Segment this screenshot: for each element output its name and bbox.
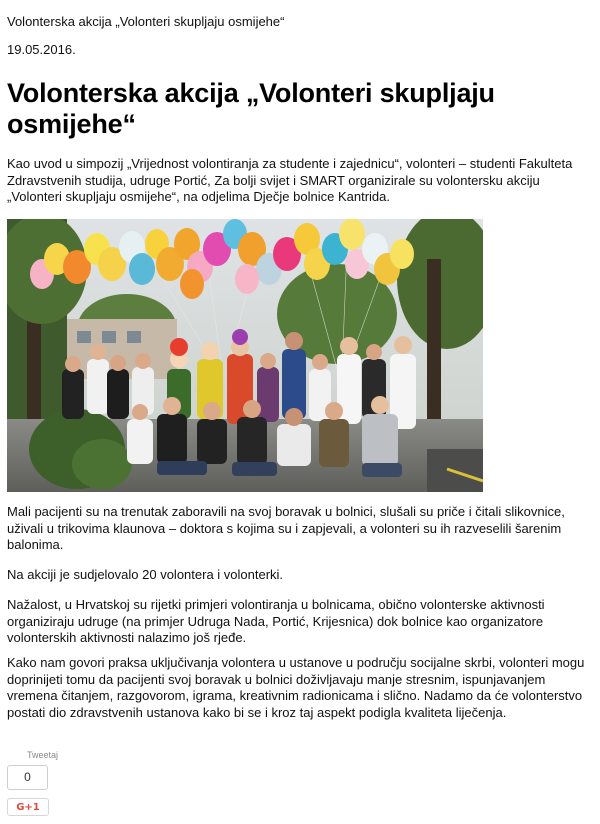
tweet-label[interactable]: Tweetaj xyxy=(27,750,59,760)
intro-paragraph: Kao uvod u simpozij „Vrijednost volontiranja za studente i zajednicu“, volonteri – studenti Fakulteta Zdravstvenih studija, udruge Portić, Za bolji svijet i SMART organizirale su volontersku akciju „Volonteri skupljaju osmijehe“, na odjelima Dječje bolnice Kantrida. xyxy=(7,156,573,204)
breadcrumb[interactable]: Volonterska akcija „Volonteri skupljaju osmijehe“ xyxy=(7,14,285,29)
paragraph-croatia: Nažalost, u Hrvatskoj su rijetki primjeri volontiranja u bolnicama, obično volonterske aktivnosti organiziraju udruge (na primjer Udruga Nada, Portić, Krijesnica) dok bolnice kao organizatore volonterskih aktivnosti nalazimo još rjeđe. xyxy=(7,597,545,645)
tweet-count-button[interactable]: 0 xyxy=(7,765,48,790)
paragraph-children: Mali pacijenti su na trenutak zaboravili na svoj boravak u bolnici, slušali su priče i čitali slikovnice, uživali u trikovima klaunova – doktora s kojima su i zapjevali, a volonteri su ih razveselili šarenim balonima. xyxy=(7,504,565,552)
article-date: 19.05.2016. xyxy=(7,42,76,57)
paragraph-practice: Kako nam govori praksa uključivanja volontera u ustanove u području socijalne skrbi, volonteri mogu doprinijeti tomu da pacijenti svoj boravak u bolnici doživljavaju manje stresnim, ispunjavanjem vremena čitanjem, razgovorom, igrama, kreativnim radionicama i slično. Nadamo da će volonterstvo postati dio zdravstvenih ustanova kako bi se i kroz taj aspekt podigla kvaliteta liječenja. xyxy=(7,655,585,720)
volunteers-photo xyxy=(7,219,483,492)
gplus-icon: G+1 xyxy=(16,801,40,813)
gplus-button[interactable] xyxy=(7,798,49,816)
paragraph-volunteer-count: Na akciji je sudjelovalo 20 volontera i volonterki. xyxy=(7,567,284,582)
page-title: Volonterska akcija „Volonteri skupljaju osmijehe“ xyxy=(7,78,495,139)
